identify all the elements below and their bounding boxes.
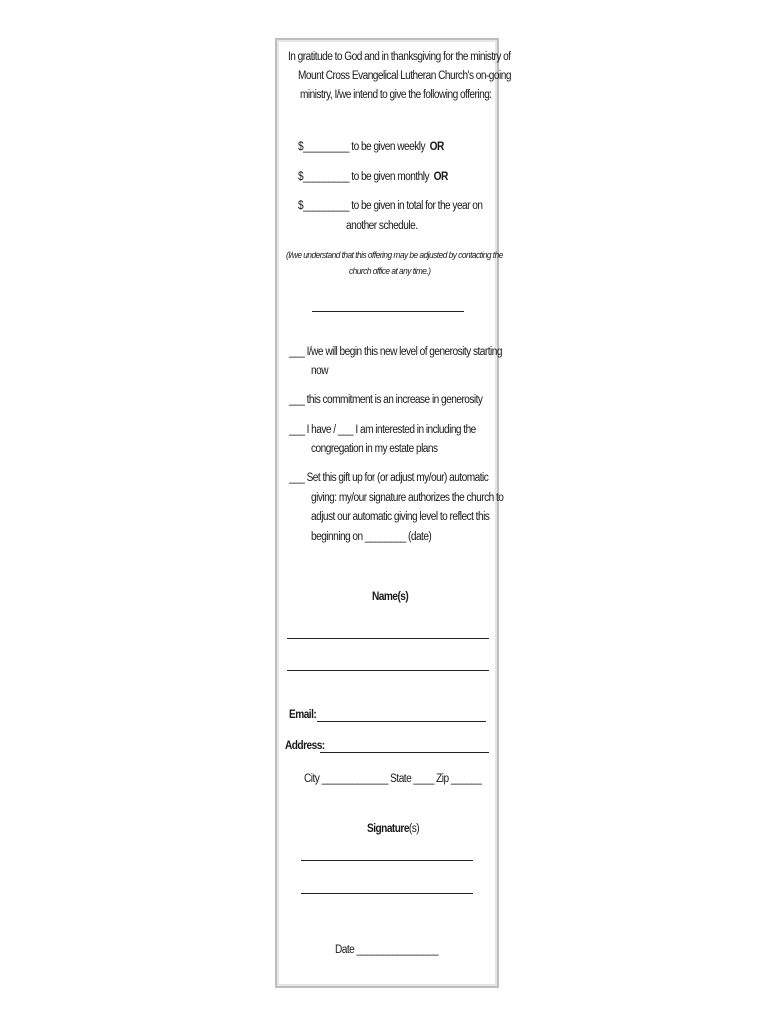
- address-label: Address:: [285, 740, 325, 752]
- note-line-2: church office at any time.): [349, 266, 431, 277]
- option-auto-line-1: ___ Set this gift up for (or adjust my/our) automatic: [289, 472, 489, 484]
- option-auto-line-2: giving: my/our signature authorizes the church to: [311, 492, 504, 504]
- signature-heading: Signature(s): [367, 823, 420, 835]
- offering-total-line-2: another schedule.: [346, 220, 418, 232]
- offering-monthly: $_________ to be given monthly OR: [298, 171, 448, 183]
- address-line: [320, 752, 489, 753]
- date-field: Date ________________: [335, 944, 439, 956]
- offering-total-line-1: $_________ to be given in total for the year on: [298, 200, 483, 212]
- signature-line-1: [301, 860, 473, 861]
- blank-line: [312, 311, 464, 312]
- option-begin-line-1: ___ I/we will begin this new level of generosity starting: [289, 346, 502, 358]
- or-label: OR: [429, 141, 444, 153]
- offering-weekly: $_________ to be given weekly OR: [298, 141, 444, 153]
- note-line-1: (I/we understand that this offering may be adjusted by contacting the: [286, 250, 503, 261]
- intro-line-1: In gratitude to God and in thanksgiving for the ministry of: [288, 51, 511, 63]
- email-label: Email:: [289, 709, 317, 721]
- option-auto-line-4: beginning on ________ (date): [311, 531, 432, 543]
- signature-line-2: [301, 893, 473, 894]
- name-line-1: [287, 638, 489, 639]
- or-label: OR: [433, 171, 448, 183]
- option-increase: ___ this commitment is an increase in generosity: [289, 394, 483, 406]
- option-begin-line-2: now: [311, 365, 328, 377]
- city-state-zip: City _____________ State ____ Zip ______: [304, 773, 482, 785]
- option-estate-line-1: ___ I have / ___ I am interested in including the: [289, 424, 476, 436]
- option-estate-line-2: congregation in my estate plans: [311, 443, 438, 455]
- email-line: [317, 721, 486, 722]
- intro-line-2: Mount Cross Evangelical Lutheran Church's on-going: [298, 70, 511, 82]
- names-heading: Name(s): [372, 591, 409, 603]
- name-line-2: [287, 670, 489, 671]
- option-auto-line-3: adjust our automatic giving level to reflect this: [311, 511, 490, 523]
- intro-line-3: ministry, I/we intend to give the following offering:: [300, 89, 492, 101]
